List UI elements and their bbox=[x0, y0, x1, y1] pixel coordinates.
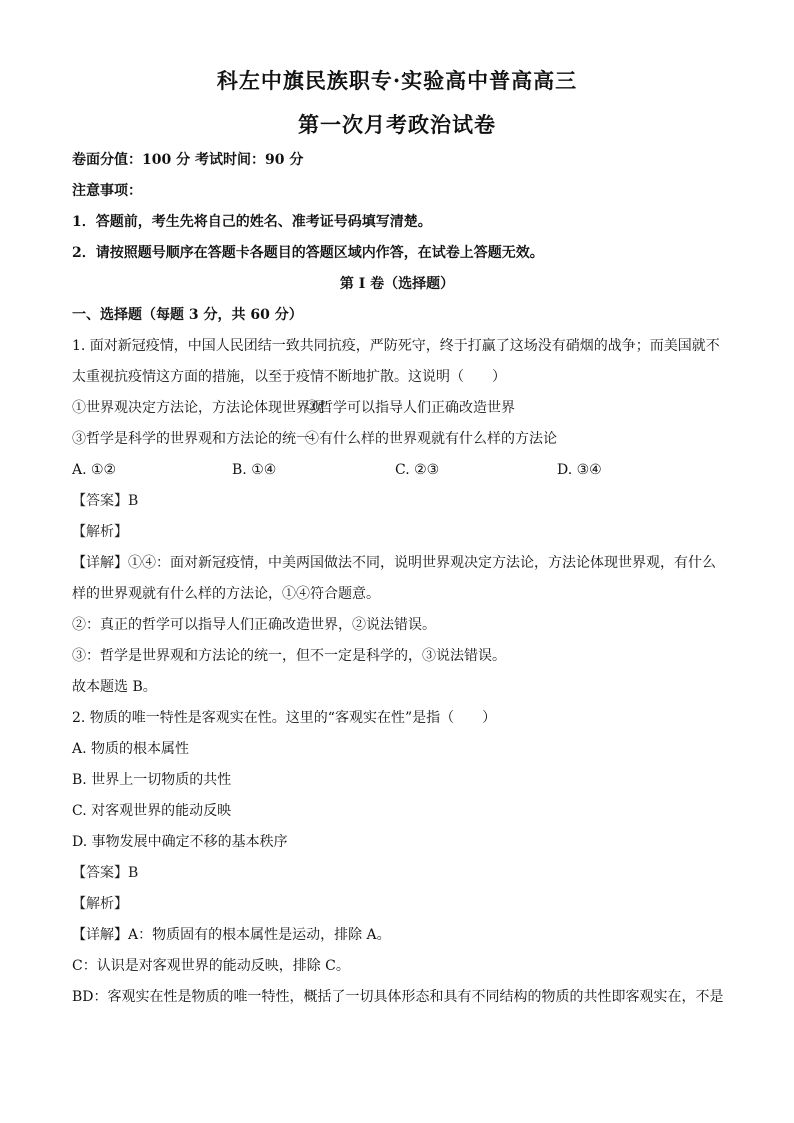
q1-answer: 【答案】B bbox=[72, 493, 139, 509]
exam-meta: 卷面分值：100 分 考试时间：90 分 bbox=[72, 152, 304, 168]
q1-stem-line2: 太重视抗疫情这方面的措施，以至于疫情不断地扩散。这说明（ ） bbox=[72, 369, 506, 385]
q2-option-a: A. 物质的根本属性 bbox=[72, 741, 190, 757]
q1-statements-row2 bbox=[72, 425, 722, 456]
q2-option-d: D. 事物发展中确定不移的基本秩序 bbox=[72, 834, 288, 850]
q1-option-d: D. ③④ bbox=[557, 462, 602, 478]
q1-option-a: A. ①② bbox=[72, 462, 117, 478]
q1-conclusion: 故本题选 B。 bbox=[72, 679, 157, 695]
q1-options bbox=[72, 456, 722, 487]
q2-analysis-label: 【解析】 bbox=[72, 896, 128, 912]
notice-item-2: 2．请按照题号顺序在答题卡各题目的答题区域内作答，在试卷上答题无效。 bbox=[72, 245, 544, 261]
q1-detail-line2: 样的世界观就有什么样的方法论，①④符合题意。 bbox=[72, 586, 380, 602]
q2-stem: 2. 物质的唯一特性是客观实在性。这里的“客观实在性”是指（ ） bbox=[72, 710, 497, 726]
q1-detail-line4: ③：哲学是世界观和方法论的统一，但不一定是科学的，③说法错误。 bbox=[72, 648, 506, 664]
q1-option-c: C. ②③ bbox=[395, 462, 440, 478]
q1-stem-line1: 1. 面对新冠疫情，中国人民团结一致共同抗疫，严防死守，终于打赢了这场没有硝烟的战争；而美国就不 bbox=[72, 338, 720, 354]
exam-title-line2: 第一次月考政治试卷 bbox=[298, 112, 496, 137]
q2-detail-line1: 【详解】A：物质固有的根本属性是运动，排除 A。 bbox=[72, 927, 391, 943]
q1-option-b: B. ①④ bbox=[232, 462, 277, 478]
question-1 bbox=[72, 332, 722, 704]
notice-label: 注意事项： bbox=[72, 183, 142, 199]
exam-title-line1: 科左中旗民族职专·实验高中普高高三 bbox=[216, 68, 578, 93]
part-title: 一、选择题（每题 3 分，共 60 分） bbox=[72, 307, 303, 323]
question-2 bbox=[72, 704, 722, 1014]
q2-detail-line2: C：认识是对客观世界的能动反映，排除 C。 bbox=[72, 958, 350, 974]
q2-option-b: B. 世界上一切物质的共性 bbox=[72, 772, 232, 788]
q1-analysis-label: 【解析】 bbox=[72, 524, 128, 540]
q1-statement-3: ③哲学是科学的世界观和方法论的统一 bbox=[72, 431, 310, 447]
q2-detail-line3: BD：客观实在性是物质的唯一特性，概括了一切具体形态和具有不同结构的物质的共性即客观实在，不是 bbox=[72, 989, 724, 1005]
volume-title: 第 I 卷（选择题） bbox=[339, 276, 455, 292]
notice-item-1: 1．答题前，考生先将自己的姓名、准考证号码填写清楚。 bbox=[72, 214, 432, 230]
q1-detail-line3: ②：真正的哲学可以指导人们正确改造世界，②说法错误。 bbox=[72, 617, 436, 633]
q2-answer: 【答案】B bbox=[72, 865, 139, 881]
q2-option-c: C. 对客观世界的能动反映 bbox=[72, 803, 232, 819]
q1-statement-2: ②哲学可以指导人们正确改造世界 bbox=[305, 400, 515, 416]
q1-statement-1: ①世界观决定方法论，方法论体现世界观 bbox=[72, 400, 324, 416]
q1-statement-4: ④有什么样的世界观就有什么样的方法论 bbox=[305, 431, 557, 447]
q1-statements-row1 bbox=[72, 394, 722, 425]
q1-detail-line1: 【详解】①④：面对新冠疫情，中美两国做法不同，说明世界观决定方法论，方法论体现世界观，有什么 bbox=[72, 555, 716, 571]
